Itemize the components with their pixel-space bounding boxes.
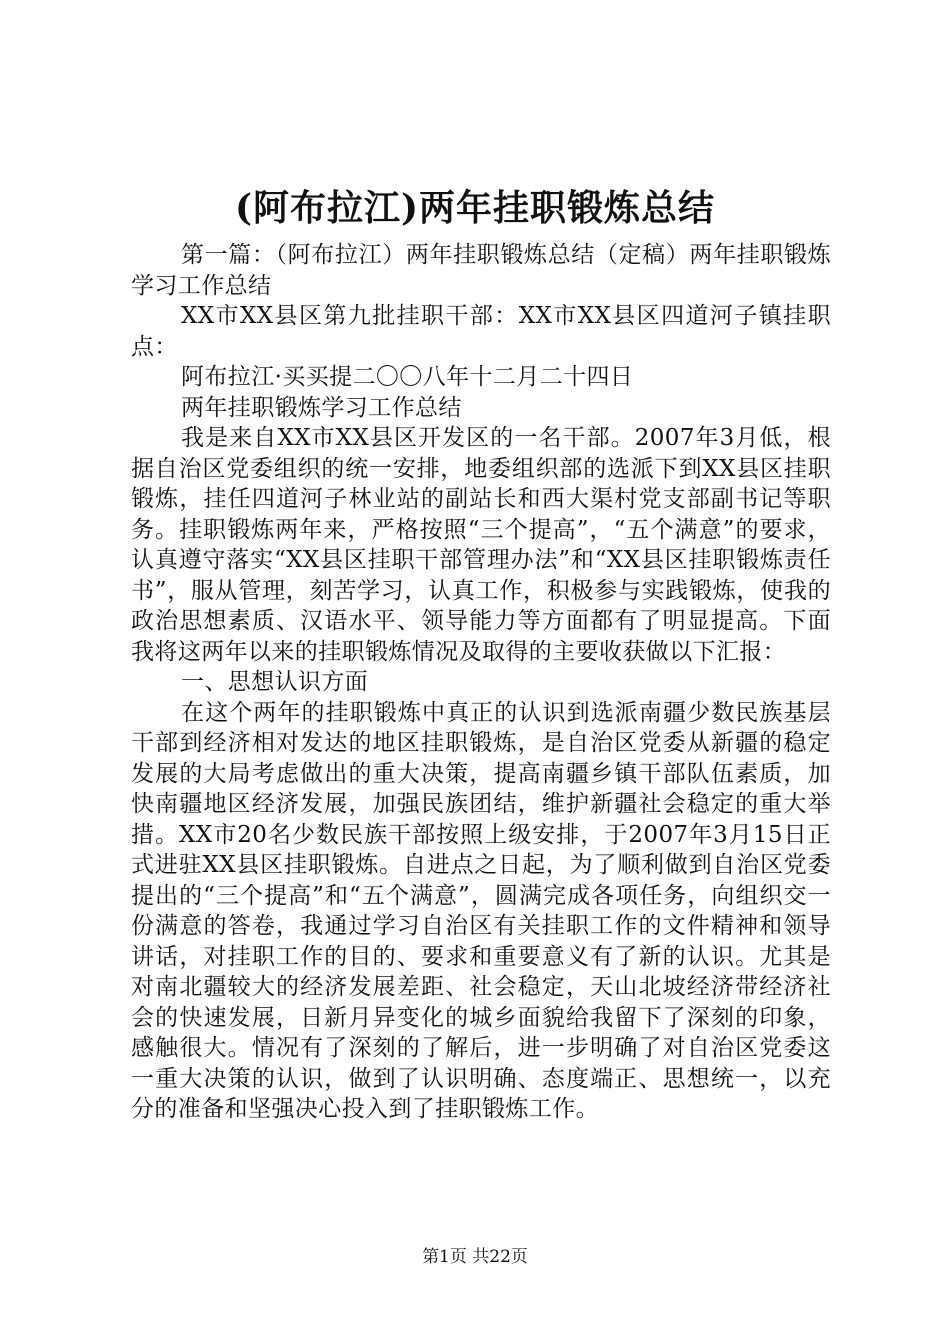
paragraph-4: 两年挂职锻炼学习工作总结 (181, 394, 462, 421)
page-number-footer: 第1页 共22页 (422, 1247, 528, 1267)
document-title: (阿布拉江)两年挂职锻炼总结 (234, 187, 716, 229)
paragraph-5: 我是来自XX市XX县区开发区的一名干部。2007年3月低，根据自治区党委组织的统一安排，地委组织部的选派下到XX县区挂职锻炼，挂任四道河子林业站的副站长和西大渠村党支部副书记等职务。挂职锻炼两年来，严格按照“三个提高”，“五个满意”的要求，认真遵守落实“XX县区挂职干部管理办法”和“XX县区挂职锻炼责任书”，服从管理，刻苦学习，认真工作，积极参与实践锻炼，使我的政治思想素质、汉语水平、领导能力等方面都有了明显提高。下面我将这两年以来的挂职锻炼情况及取得的主要收获做以下汇报： (131, 425, 831, 665)
document-body (131, 240, 831, 1125)
paragraph-1: 第一篇：（阿布拉江）两年挂职锻炼总结（定稿）两年挂职锻炼学习工作总结 (131, 242, 831, 299)
paragraph-2: XX市XX县区第九批挂职干部：XX市XX县区四道河子镇挂职点： (131, 303, 831, 360)
paragraph-7: 在这个两年的挂职锻炼中真正的认识到选派南疆少数民族基层干部到经济相对发达的地区挂职锻炼，是自治区党委从新疆的稳定发展的大局考虑做出的重大决策，提高南疆乡镇干部队伍素质，加快南疆地区经济发展，加强民族团结，维护新疆社会稳定的重大举措。XX市20名少数民族干部按照上级安排，于2007年3月15日正式进驻XX县区挂职锻炼。自进点之日起，为了顺利做到自治区党委提出的“三个提高”和“五个满意”，圆满完成各项任务，向组织交一份满意的答卷，我通过学习自治区有关挂职工作的文件精神和领导讲话，对挂职工作的目的、要求和重要意义有了新的认识。尤其是对南北疆较大的经济发展差距、社会稳定，天山北坡经济带经济社会的快速发展，日新月异变化的城乡面貌给我留下了深刻的印象，感触很大。情况有了深刻的了解后，进一步明确了对自治区党委这一重大决策的认识，做到了认识明确、态度端正、思想统一，以充分的准备和坚强决心投入到了挂职锻炼工作。 (131, 699, 831, 1122)
section-heading: 一、思想认识方面 (181, 669, 369, 695)
paragraph-3: 阿布拉江·买买提二〇〇八年十二月二十四日 (181, 364, 634, 390)
